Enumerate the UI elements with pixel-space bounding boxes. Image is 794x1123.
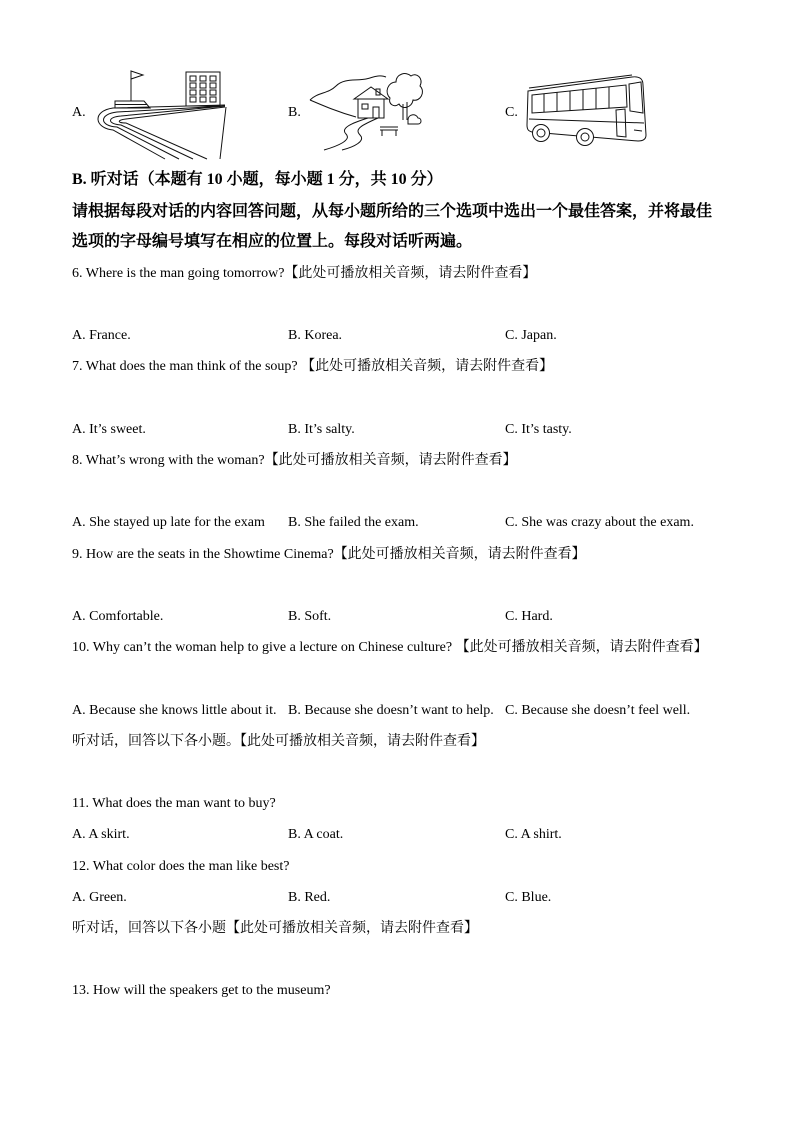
flag	[131, 71, 143, 101]
question-stem: 12. What color does the man like best?	[72, 859, 290, 874]
question-stem: 6. Where is the man going tomorrow?【此处可播放相关音频，请去附件查看】	[72, 266, 537, 281]
option-b: B. It’s salty.	[288, 422, 355, 437]
question-options	[0, 327, 794, 345]
question-options	[0, 421, 794, 439]
country-house-icon	[308, 68, 424, 150]
group-instruction: 听对话，回答以下各小题【此处可播放相关音频，请去附件查看】	[72, 921, 478, 936]
option-c: C. Blue.	[505, 890, 552, 905]
question-options	[0, 514, 794, 532]
hill-outline	[310, 76, 386, 100]
option-b: B. Soft.	[288, 609, 332, 624]
bench	[380, 127, 398, 136]
option-b: B. Red.	[288, 890, 331, 905]
option-b: B. Because she doesn’t want to help.	[288, 703, 494, 718]
group-instruction: 听对话，回答以下各小题。【此处可播放相关音频，请去附件查看】	[72, 734, 485, 749]
picture-option-a-label: A.	[72, 105, 86, 120]
question-stem: 8. What’s wrong with the woman?【此处可播放相关音频，请去附件查看】	[72, 453, 517, 468]
house	[354, 87, 388, 118]
picture-option-b-label: B.	[288, 105, 301, 120]
shrub	[408, 115, 421, 124]
ground-line	[310, 100, 356, 117]
option-c: C. She was crazy about the exam.	[505, 515, 694, 530]
winding-road	[324, 118, 378, 150]
bus-headlight	[634, 130, 642, 131]
track-lanes	[98, 105, 226, 159]
option-a: A. Comfortable.	[72, 609, 164, 624]
option-c: C. Because she doesn’t feel well.	[505, 703, 691, 718]
running-track-icon	[93, 68, 229, 160]
option-c: C. Hard.	[505, 609, 553, 624]
question-stem: 7. What does the man think of the soup? 【此处可播放相关音频，请去附件查看】	[72, 359, 554, 374]
question-options	[0, 826, 794, 844]
option-b: B. Korea.	[288, 328, 343, 343]
option-a: A. Because she knows little about it.	[72, 703, 277, 718]
option-c: C. A shirt.	[505, 827, 562, 842]
bus-windows	[532, 85, 627, 113]
bus-side-stripe	[529, 119, 644, 123]
section-heading: B. 听对话（本题有 10 小题，每小题 1 分，共 10 分）	[72, 171, 443, 188]
picture-option-c-label: C.	[505, 105, 518, 120]
bus-door	[616, 109, 626, 137]
bus-windshield	[629, 82, 643, 113]
option-a: A. She stayed up late for the exam	[72, 515, 265, 530]
tree-trunk	[403, 102, 407, 120]
option-b: B. A coat.	[288, 827, 344, 842]
option-c: C. It’s tasty.	[505, 422, 572, 437]
question-stem: 13. How will the speakers get to the museum?	[72, 983, 331, 998]
option-a: A. A skirt.	[72, 827, 130, 842]
option-c: C. Japan.	[505, 328, 557, 343]
section-instruction-line-2: 选项的字母编号填写在相应的位置上。每段对话听两遍。	[72, 233, 473, 250]
question-stem: 10. Why can’t the woman help to give a lecture on Chinese culture? 【此处可播放相关音频，请去附件查看】	[72, 640, 708, 655]
bus-icon	[524, 73, 648, 145]
option-a: A. France.	[72, 328, 131, 343]
section-instruction-line-1: 请根据每段对话的内容回答问题，从每小题所给的三个选项中选出一个最佳答案，并将最佳	[72, 203, 713, 220]
building	[186, 72, 220, 106]
question-options	[0, 702, 794, 720]
option-a: A. Green.	[72, 890, 127, 905]
question-stem: 11. What does the man want to buy?	[72, 796, 276, 811]
option-a: A. It’s sweet.	[72, 422, 146, 437]
option-b: B. She failed the exam.	[288, 515, 419, 530]
question-stem: 9. How are the seats in the Showtime Cinema?【此处可播放相关音频，请去附件查看】	[72, 547, 586, 562]
question-options	[0, 608, 794, 626]
tree-crown	[387, 74, 422, 108]
question-options	[0, 889, 794, 907]
